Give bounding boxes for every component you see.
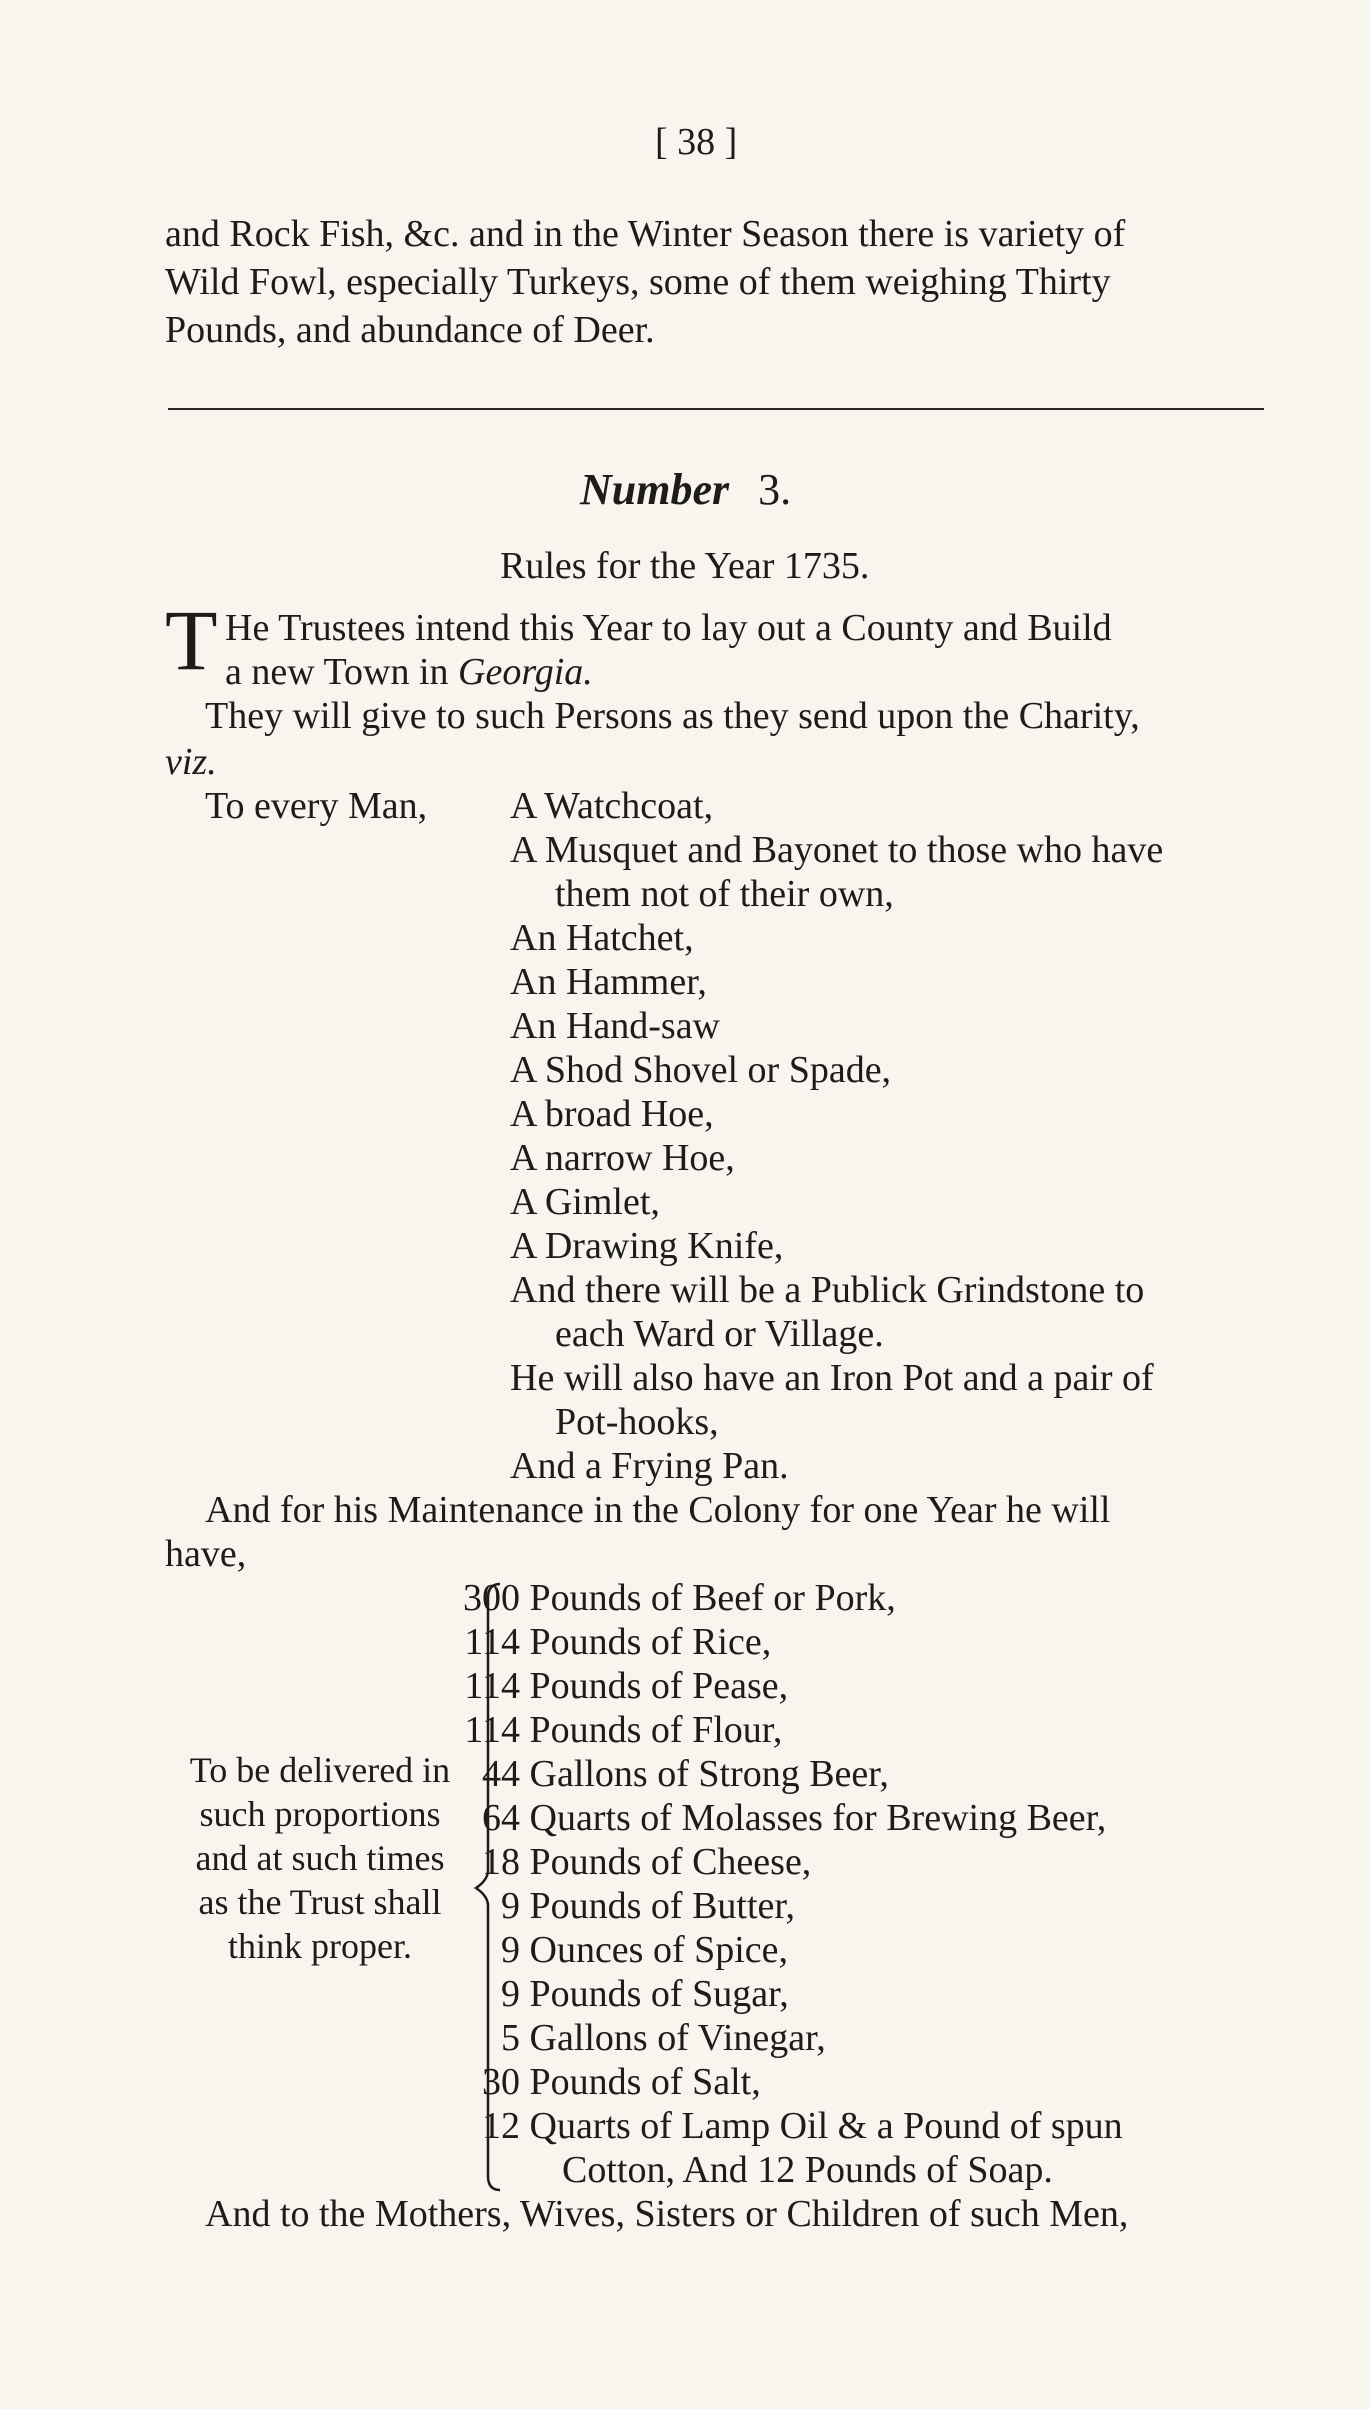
provision-qty: 9 <box>501 1973 520 2015</box>
provision-row <box>440 1972 789 2016</box>
provision-text: Pounds of Beef or Pork, <box>529 1577 896 1619</box>
list-item: A Drawing Knife, <box>510 1225 784 1267</box>
provision-row <box>440 1664 788 1708</box>
provision-text: Pounds of Butter, <box>529 1885 796 1927</box>
list-item: He will also have an Iron Pot and a pair of <box>510 1357 1154 1399</box>
side-note-line: think proper. <box>228 1926 412 1966</box>
list-item: A Shod Shovel or Spade, <box>510 1049 892 1091</box>
list-item: And there will be a Publick Grindstone to <box>510 1269 1145 1311</box>
provision-row <box>440 2016 826 2060</box>
provision-text: Pounds of Rice, <box>529 1621 772 1663</box>
provision-text: Quarts of Lamp Oil & a Pound of spun <box>529 2105 1123 2147</box>
para1-line <box>225 650 593 694</box>
intro-line: and Rock Fish, &c. and in the Winter Season there is variety of <box>165 213 1126 255</box>
provision-qty: 9 <box>501 1885 520 1927</box>
provision-qty: 114 <box>464 1621 520 1663</box>
provision-text: Gallons of Strong Beer, <box>529 1753 889 1795</box>
provision-row <box>440 2060 761 2104</box>
provision-row <box>440 1576 896 1620</box>
list-item: them not of their own, <box>555 873 894 915</box>
provision-qty: 12 <box>482 2105 520 2147</box>
final-line: And to the Mothers, Wives, Sisters or Children of such Men, <box>205 2193 1129 2235</box>
provision-text: Pounds of Sugar, <box>529 1973 789 2015</box>
para1-text: a new Town in <box>225 651 459 693</box>
provision-qty: 44 <box>482 1753 520 1795</box>
provision-row <box>440 1752 889 1796</box>
list-item: An Hammer, <box>510 961 707 1003</box>
side-note-line: as the Trust shall <box>198 1882 442 1922</box>
section-number: 3. <box>758 465 792 514</box>
intro-line: Pounds, and abundance of Deer. <box>165 309 655 351</box>
side-note-line: To be delivered in <box>189 1750 451 1790</box>
provision-text: Pounds of Cheese, <box>529 1841 812 1883</box>
maintenance-line: have, <box>165 1533 247 1575</box>
side-note-line: such proportions <box>199 1794 441 1834</box>
section-divider <box>168 408 1264 410</box>
provision-row <box>440 1796 1106 1840</box>
provision-qty: 114 <box>464 1709 520 1751</box>
provision-qty: 18 <box>482 1841 520 1883</box>
provision-text: Quarts of Molasses for Brewing Beer, <box>529 1797 1107 1839</box>
list-item: An Hand-saw <box>510 1005 721 1047</box>
provision-row <box>440 1928 788 1972</box>
provision-row <box>440 1840 811 1884</box>
provision-continuation: Cotton, And 12 Pounds of Soap. <box>562 2149 1053 2191</box>
list-item: A Musquet and Bayonet to those who have <box>510 829 1164 871</box>
provision-qty: 5 <box>501 2017 520 2059</box>
to-every-man-label: To every Man, <box>205 785 428 827</box>
side-note <box>165 1748 475 1968</box>
list-item: Pot-hooks, <box>555 1401 719 1443</box>
para2-line: They will give to such Persons as they send upon the Charity, <box>205 695 1140 737</box>
para2-viz: viz. <box>165 741 217 783</box>
list-item: And a Frying Pan. <box>510 1445 789 1487</box>
list-item: An Hatchet, <box>510 917 694 959</box>
provision-text: Ounces of Spice, <box>529 1929 789 1971</box>
list-item: A Watchcoat, <box>510 785 714 827</box>
section-word: Number <box>580 465 730 514</box>
provision-text: Gallons of Vinegar, <box>529 2017 826 2059</box>
provision-text: Pounds of Flour, <box>529 1709 783 1751</box>
provision-qty: 30 <box>482 2061 520 2103</box>
list-item: A Gimlet, <box>510 1181 660 1223</box>
para1-line: He Trustees intend this Year to lay out a County and Build <box>225 607 1112 649</box>
provision-row <box>440 1708 782 1752</box>
list-item: each Ward or Village. <box>555 1313 884 1355</box>
provision-text: Pounds of Salt, <box>529 2061 761 2103</box>
provision-qty: 114 <box>464 1665 520 1707</box>
list-item: A narrow Hoe, <box>510 1137 735 1179</box>
maintenance-line: And for his Maintenance in the Colony for one Year he will <box>205 1489 1111 1531</box>
provision-qty: 64 <box>482 1797 520 1839</box>
section-heading <box>580 464 791 515</box>
provision-qty: 300 <box>463 1577 520 1619</box>
page-number: [ 38 ] <box>655 121 738 163</box>
list-item: A broad Hoe, <box>510 1093 714 1135</box>
provision-text: Pounds of Pease, <box>529 1665 789 1707</box>
provision-row <box>440 2104 1123 2148</box>
drop-cap: T <box>165 592 218 688</box>
provision-row <box>440 1620 771 1664</box>
rules-title: Rules for the Year 1735. <box>500 545 870 587</box>
side-note-line: and at such times <box>195 1838 445 1878</box>
intro-line: Wild Fowl, especially Turkeys, some of them weighing Thirty <box>165 261 1111 303</box>
place-name: Georgia. <box>458 651 593 693</box>
provision-qty: 9 <box>501 1929 520 1971</box>
provision-row <box>440 1884 795 1928</box>
